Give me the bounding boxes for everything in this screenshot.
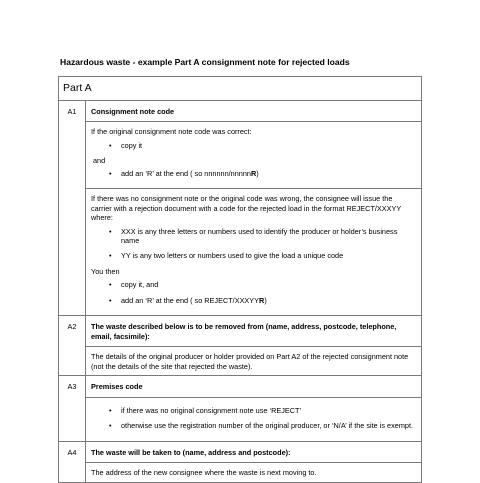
a1-then-item-add-r-end: )	[264, 295, 267, 305]
part-a-row	[59, 77, 422, 101]
a1-number: A1	[59, 100, 86, 316]
a1-correct-item-add-r-bold: R	[250, 168, 257, 178]
a1-you-then: You then	[91, 266, 120, 276]
a1-correct-row	[59, 122, 422, 189]
a1-heading: Consignment note code	[86, 100, 422, 121]
a4-heading: The waste will be taken to (name, address and postcode):	[86, 441, 422, 462]
a3-number: A3	[59, 376, 86, 441]
a1-wrong-item-yy: • YY is any two letters or numbers used to give the load a unique code	[91, 251, 415, 260]
a2-body: The details of the original producer or holder provided on Part A2 of the rejected consignment note (not the details of the site that rejected the waste).	[86, 347, 422, 376]
a1-then-item-add-r-bold: R	[259, 295, 265, 305]
a3-item-reject: • if there was no original consignment note use ‘REJECT’	[91, 406, 415, 415]
a3-heading-row	[59, 376, 422, 397]
a2-body-row	[59, 347, 422, 376]
a1-correct-item-copy: • copy it	[91, 141, 415, 150]
consignment-note-table	[58, 76, 422, 483]
document-title: Hazardous waste - example Part A consignment note for rejected loads	[60, 57, 350, 67]
a1-correct-section	[86, 122, 422, 189]
a1-correct-item-add-r-end: )	[256, 168, 259, 178]
a1-and-text: and	[93, 156, 106, 166]
a1-correct-item-add-r	[91, 169, 415, 178]
a4-body-row	[59, 463, 422, 482]
a1-then-item-add-r	[91, 296, 415, 305]
a1-heading-row	[59, 100, 422, 121]
a3-list	[91, 406, 415, 431]
part-a-label: Part A	[59, 77, 422, 101]
a2-heading-row	[59, 316, 422, 347]
a1-then-list	[91, 280, 415, 305]
a4-body: The address of the new consignee where the waste is next moving to.	[86, 463, 422, 482]
a1-wrong-list	[91, 227, 415, 261]
a1-wrong-row	[59, 189, 422, 316]
a3-body	[86, 397, 422, 441]
a4-number: A4	[59, 441, 86, 482]
a1-correct-list-2	[91, 169, 415, 178]
a1-wrong-section	[86, 189, 422, 316]
a2-heading: The waste described below is to be removed from (name, address, postcode, telephone, email, facsimile):	[86, 316, 422, 347]
a3-heading: Premises code	[86, 376, 422, 397]
a3-item-registration: • otherwise use the registration number of the original producer, or ‘N/A’ if the site is exempt.	[91, 421, 415, 430]
a4-heading-row	[59, 441, 422, 462]
a1-wrong-intro: If there was no consignment note or the original code was wrong, the consignee will issue the carrier with a rejection document with a code for the rejected load in the format REJECT/XXXYY where:	[91, 194, 402, 223]
a1-wrong-item-xxx: • XXX is any three letters or numbers used to identify the producer or holder’s business name	[91, 227, 415, 246]
a1-correct-list	[91, 141, 415, 150]
a1-correct-intro: If the original consignment note code was correct:	[91, 127, 252, 137]
a1-then-item-add-r-text: add an ‘R’ at the end ( so REJECT/XXXYY	[121, 295, 260, 305]
a1-correct-item-add-r-text: add an ‘R’ at the end ( so nnnnnn/nnnnn	[121, 168, 251, 178]
a2-number: A2	[59, 316, 86, 376]
a1-then-item-copy: • copy it, and	[91, 280, 415, 289]
a3-body-row	[59, 397, 422, 441]
